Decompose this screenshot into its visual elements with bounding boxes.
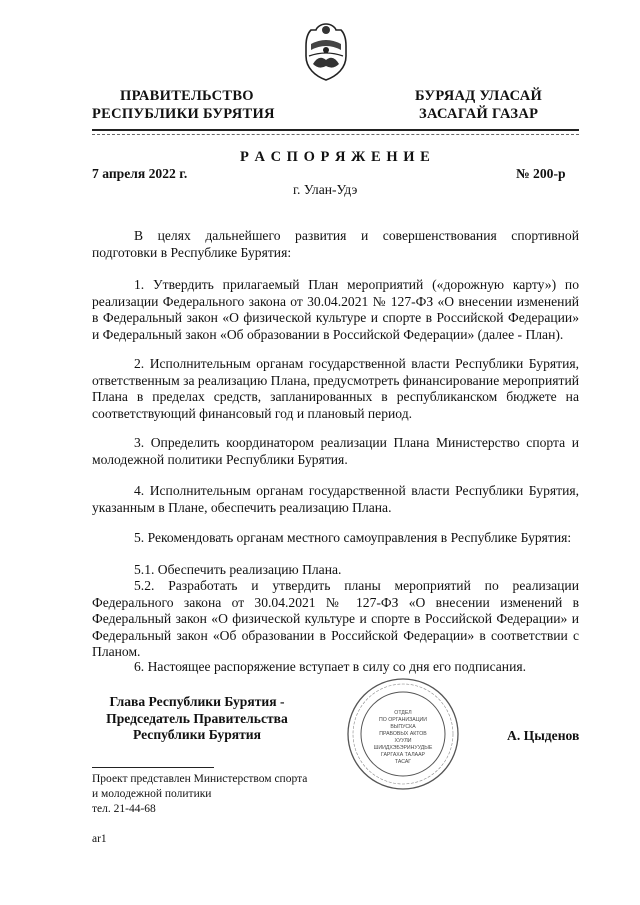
paragraph-3: 3. Определить координатором реализации Плана Министерство спорта и молодежной политики Республики Бурятия. [92,435,579,467]
paragraph-5-2: 5.2. Разработать и утвердить планы мероприятий по реализации Федерального закона от 30.04.2021 № 127-ФЗ «О внесении изменений в Федеральный закон «О физической культуре и спорте в Российской Федерации» и Федеральный закон «Об образовании в Российской Федерации» в соответствии с Планом. [92,578,579,659]
signatory-title [92,694,302,744]
header-left-line2: РЕСПУБЛИКИ БУРЯТИЯ [92,106,275,122]
footer-line1: Проект представлен Министерством спорта [92,773,308,785]
header-right-line1: БУРЯАД УЛАСАЙ [415,88,543,104]
stamp-text8: ТАСАГ [394,759,412,765]
stamp-text5: ХУУЛИ [394,738,412,744]
paragraph-2: 2. Исполнительным органам государственной власти Республики Бурятия, ответственным за реализацию Плана, предусмотреть финансирование мероприятий Плана в пределах средств, запланированных в республиканском бюджете на соответствующий финансовый год и плановый период. [92,356,579,421]
document-title: Р А С П О Р Я Ж Е Н И Е [240,149,431,165]
paragraph-1: 1. Утвердить прилагаемый План мероприятий («дорожную карту») по реализации Федерального закона от 30.04.2021 № 127-ФЗ «О внесении изменений в Федеральный закон «О физической культуре и спорте в Российской Федерации» и Федеральный закон «Об образовании в Российской Федерации» (далее - План). [92,277,579,342]
stamp-text2: ПО ОРГАНИЗАЦИИ [379,717,427,723]
intro-paragraph: В целях дальнейшего развития и совершенствования спортивной подготовки в Республике Бурятия: [92,228,579,260]
document-city: г. Улан-Удэ [293,182,358,197]
stamp-text6: ШИИДХЭБЭРИНУУДЫЕ [373,745,433,751]
footer-code: ar1 [92,833,107,845]
official-stamp [345,676,461,792]
footer-divider [92,767,214,768]
stamp-text4: ПРАВОВЫХ АКТОВ [379,731,427,737]
stamp-text7: ГАРГАХА ТАЛААР [380,752,426,758]
footer-line3: тел. 21-44-68 [92,803,156,815]
coat-of-arms-emblem [301,20,351,82]
document-date: 7 апреля 2022 г. [92,166,188,181]
paragraph-6: 6. Настоящее распоряжение вступает в силу со дня его подписания. [134,659,527,674]
footer-note [92,772,307,817]
paragraph-5-1: 5.1. Обеспечить реализацию Плана. [134,562,342,577]
header-divider-dashed [92,134,579,135]
header-divider [92,129,579,131]
footer-line2: и молодежной политики [92,788,212,800]
header-left-line1: ПРАВИТЕЛЬСТВО [120,88,254,104]
signatory-name: А. Цыденов [507,728,580,743]
stamp-text1: ОТДЕЛ [394,710,412,716]
signatory-line1: Глава Республики Бурятия - [109,694,285,709]
paragraph-4: 4. Исполнительным органам государственной власти Республики Бурятия, указанным в Плане, обеспечить реализацию Плана. [92,483,579,515]
stamp-text3: ВЫПУСКА [390,724,416,730]
signatory-line3: Республики Бурятия [132,727,261,742]
paragraph-5: 5. Рекомендовать органам местного самоуправления в Республике Бурятия: [134,530,572,545]
header-right-line2: ЗАСАГАЙ ГАЗАР [419,106,539,122]
document-number: № 200-р [516,166,566,181]
signatory-line2: Председатель Правительства [106,710,288,726]
